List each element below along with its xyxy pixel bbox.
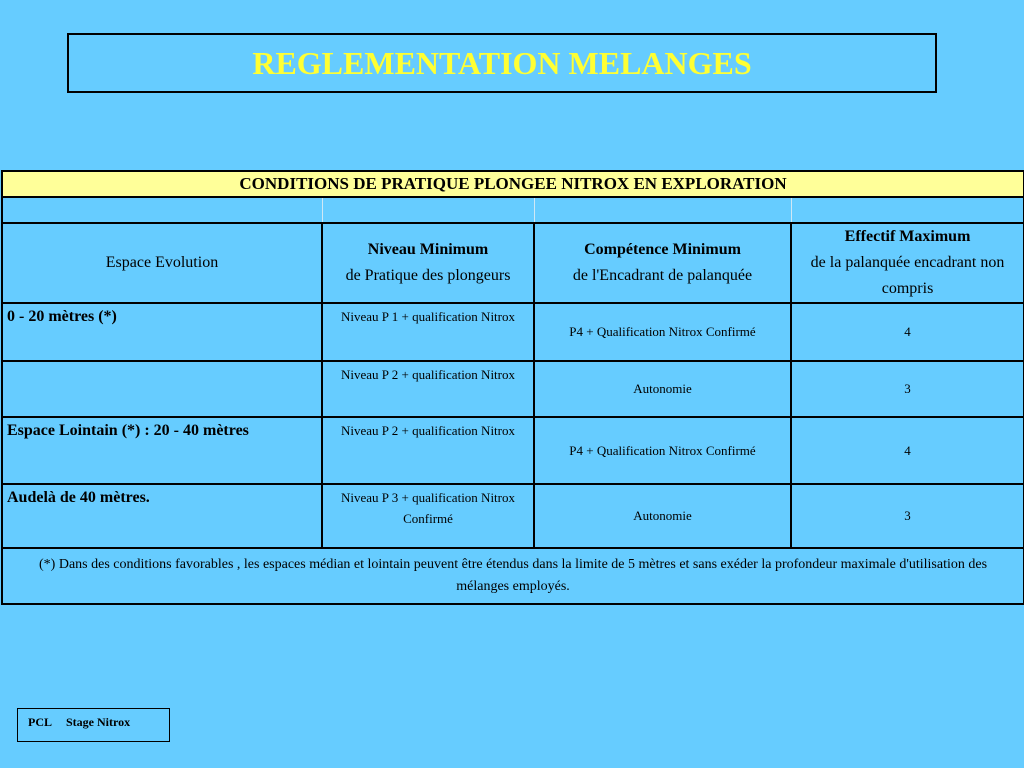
spacer-row bbox=[2, 197, 1024, 223]
competence-cell: P4 + Qualification Nitrox Confirmé bbox=[534, 417, 791, 484]
table-caption-row bbox=[2, 171, 1024, 197]
nitrox-conditions-table bbox=[1, 170, 1024, 605]
zone-cell: Espace Lointain (*) : 20 - 40 mètres bbox=[2, 417, 322, 484]
header-niveau-title: Niveau Minimum bbox=[367, 241, 489, 258]
header-row bbox=[2, 223, 1024, 303]
footer-org: PCL bbox=[28, 715, 52, 729]
header-effectif-sub: de la palanquée encadrant non compris bbox=[810, 254, 1005, 297]
zone-cell bbox=[2, 361, 322, 417]
niveau-cell: Niveau P 1 + qualification Nitrox bbox=[322, 303, 534, 361]
table-row bbox=[2, 303, 1024, 361]
effectif-cell: 4 bbox=[791, 303, 1024, 361]
footer-label: Stage Nitrox bbox=[66, 715, 131, 729]
title-box bbox=[67, 33, 937, 93]
header-niveau-sub: de Pratique des plongeurs bbox=[345, 267, 511, 284]
effectif-cell: 3 bbox=[791, 484, 1024, 548]
niveau-cell: Niveau P 2 + qualification Nitrox bbox=[322, 417, 534, 484]
competence-cell: Autonomie bbox=[534, 361, 791, 417]
header-competence bbox=[534, 223, 791, 303]
footer-box bbox=[17, 708, 170, 742]
header-effectif-title: Effectif Maximum bbox=[844, 228, 971, 245]
table-row bbox=[2, 484, 1024, 548]
effectif-cell: 4 bbox=[791, 417, 1024, 484]
zone-cell: 0 - 20 mètres (*) bbox=[2, 303, 322, 361]
header-competence-sub: de l'Encadrant de palanquée bbox=[572, 267, 753, 284]
zone-cell: Audelà de 40 mètres. bbox=[2, 484, 322, 548]
header-effectif bbox=[791, 223, 1024, 303]
table-row bbox=[2, 361, 1024, 417]
header-niveau bbox=[322, 223, 534, 303]
footnote: (*) Dans des conditions favorables , les espaces médian et lointain peuvent être étendus dans la limite de 5 mètres et sans exéder la profondeur maximale d'utilisation des mélanges employés. bbox=[2, 548, 1024, 604]
competence-cell: Autonomie bbox=[534, 484, 791, 548]
page-title: REGLEMENTATION MELANGES bbox=[252, 44, 752, 81]
effectif-cell: 3 bbox=[791, 361, 1024, 417]
competence-cell: P4 + Qualification Nitrox Confirmé bbox=[534, 303, 791, 361]
niveau-cell: Niveau P 3 + qualification Nitrox Confirmé bbox=[322, 484, 534, 548]
table-caption: CONDITIONS DE PRATIQUE PLONGEE NITROX EN EXPLORATION bbox=[2, 171, 1024, 197]
header-competence-title: Compétence Minimum bbox=[584, 241, 741, 258]
niveau-cell: Niveau P 2 + qualification Nitrox bbox=[322, 361, 534, 417]
table-row bbox=[2, 417, 1024, 484]
header-espace: Espace Evolution bbox=[2, 223, 322, 303]
note-row bbox=[2, 548, 1024, 604]
